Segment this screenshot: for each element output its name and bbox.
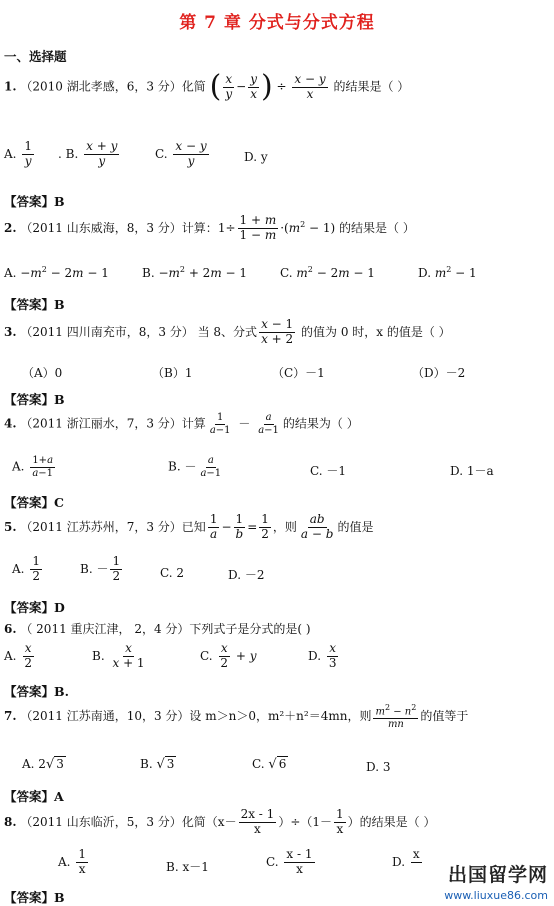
option-c: C. $m^2 - 2m - 1$ <box>280 265 375 280</box>
formula-fraction: $\frac{1}{a}$ <box>209 512 218 541</box>
option-b: B. － $\frac{1}{2}$ <box>80 554 121 583</box>
formula-fraction: $\frac{y}{x}$ <box>250 71 257 101</box>
option-c: C. －1 <box>310 464 347 478</box>
option-c: C. $\frac{x - 1}{x}$ <box>266 847 313 876</box>
formula-fraction: $\frac{1 + m}{1 - m}$ <box>239 213 277 242</box>
question-4: 4. （2011 浙江丽水，7，3 分）计算 $\frac{1}{a-1}$ － $\frac{a}{a-1}$ 的结果为（ ） <box>4 412 359 436</box>
option-b: . B. $\frac{x + y}{y}$ <box>58 139 118 168</box>
option-c: C. √ 6 <box>252 757 287 772</box>
chapter-title: 第 7 章 分式与分式方程 <box>179 13 375 33</box>
answer-8: 【答案】B <box>4 890 65 905</box>
paren-open: ( <box>209 69 222 104</box>
option-b: B. $-m^2 + 2m - 1$ <box>142 265 248 280</box>
option-a: A. $\frac{1}{2}$ <box>12 554 40 583</box>
option-a: A. $-m^2 - 2m - 1$ <box>4 265 109 280</box>
option-a: （A）0 <box>22 366 63 380</box>
formula-fraction: $\frac{x - y}{x}$ <box>294 71 326 101</box>
question-3: 3. （2011 四川南充市，8，3 分） 当 8、分式 $\frac{x - 1}{x + 2}$ 的值为 0 时，x 的值是（ ） <box>4 317 451 346</box>
option-a: A. $\frac{1+a}{a-1}$ <box>12 455 54 479</box>
option-b: B. x－1 <box>166 860 209 874</box>
question-8: 8. （2011 山东临沂，5，3 分）化简（x－ $\frac{2x - 1}{x}$ ）÷（1－ $\frac{1}{x}$ ）的结果是（ ） <box>4 807 436 836</box>
formula-fraction: $\frac{2x - 1}{x}$ <box>240 807 275 836</box>
question-text: 的结果是（ ） <box>333 79 410 94</box>
formula-fraction: $\frac{1}{a-1}$ <box>209 412 231 436</box>
answer-6: 【答案】B. <box>4 684 69 699</box>
formula-fraction: $\frac{1}{x}$ <box>336 807 344 836</box>
option-b: B. $\frac{x}{x + 1}$ <box>92 641 145 670</box>
question-1: 1. （2010 湖北孝感，6，3 分）化简 ( $\frac{x}{y}$ − $\frac{y}{x}$ ) ÷ $\frac{x - y}{x}$ 的结果是（ ） <box>4 69 410 104</box>
option-b: （B）1 <box>152 366 193 380</box>
question-7: 7. （2011 江苏南通，10，3 分）设 m＞n＞0，m²＋n²＝4mn，则 $\frac{m^2 - n^2}{mn}$ 的值等于 <box>4 703 469 730</box>
formula-fraction: $\frac{1}{2}$ <box>261 512 269 541</box>
option-a: A. $\frac{1}{y}$ <box>4 139 32 168</box>
option-d: D. －2 <box>228 568 265 582</box>
option-a: A. $\frac{x}{2}$ <box>4 641 32 670</box>
answer-5: 【答案】D <box>4 600 65 615</box>
section-heading: 一、选择题 <box>4 49 67 64</box>
formula-fraction: $\frac{m^2 - n^2}{mn}$ <box>375 703 417 730</box>
formula-fraction: $\frac{x}{y}$ <box>225 71 233 101</box>
option-d: D. y <box>244 150 268 164</box>
option-c: （C）－1 <box>272 366 325 380</box>
option-b: B. － $\frac{a}{a-1}$ <box>168 455 222 479</box>
formula-fraction: $\frac{x - 1}{x + 2}$ <box>261 317 294 346</box>
question-5: 5. （2011 江苏苏州，7，3 分）已知 $\frac{1}{a}$ − $\frac{1}{b}$ = $\frac{1}{2}$ ，则 $\frac{ab}{a - b}$ 的值是 <box>4 512 374 541</box>
formula-fraction: $\frac{1}{b}$ <box>235 512 244 541</box>
option-d: D. 3 <box>366 760 391 774</box>
option-d: （D）－2 <box>412 366 466 380</box>
formula-fraction: $\frac{a}{a-1}$ <box>258 412 279 436</box>
option-d: D. $\frac{x}{3}$ <box>308 641 337 670</box>
option-d: D. x <box>392 847 420 869</box>
answer-4: 【答案】C <box>4 495 64 510</box>
option-b: B. √ 3 <box>140 757 175 772</box>
answer-1: 【答案】B <box>4 194 65 209</box>
option-d: D. $m^2 - 1$ <box>418 265 477 280</box>
question-number: 1. <box>4 79 17 94</box>
question-2: 2. （2011 山东威海，8，3 分）计算：1÷ $\frac{1 + m}{1 - m}$ $\cdot(m^2 - 1)$ 的结果是（ ） <box>4 213 415 242</box>
answer-7: 【答案】A <box>4 789 64 804</box>
option-d: D. 1－a <box>450 464 494 478</box>
option-c: C. $\frac{x - y}{y}$ <box>155 139 207 168</box>
watermark-url: www.liuxue86.com <box>444 889 548 902</box>
watermark-brand: 出国留学网 <box>447 864 548 886</box>
option-a: A. $\frac{1}{x}$ <box>58 847 86 876</box>
question-text: （2010 湖北孝感，6，3 分）化简 <box>20 79 206 94</box>
question-6: 6. （ 2011 重庆江津， 2，4 分）下列式子是分式的是( ) <box>4 622 311 636</box>
option-a: A. 2√ 3 <box>22 757 64 772</box>
paren-close: ) <box>260 69 273 104</box>
option-c: C. 2 <box>160 566 185 580</box>
answer-3: 【答案】B <box>4 392 65 407</box>
answer-2: 【答案】B <box>4 297 65 312</box>
formula-fraction: $\frac{ab}{a - b}$ <box>300 512 334 541</box>
option-c: C. $\frac{x}{2}$ + y <box>200 641 257 670</box>
